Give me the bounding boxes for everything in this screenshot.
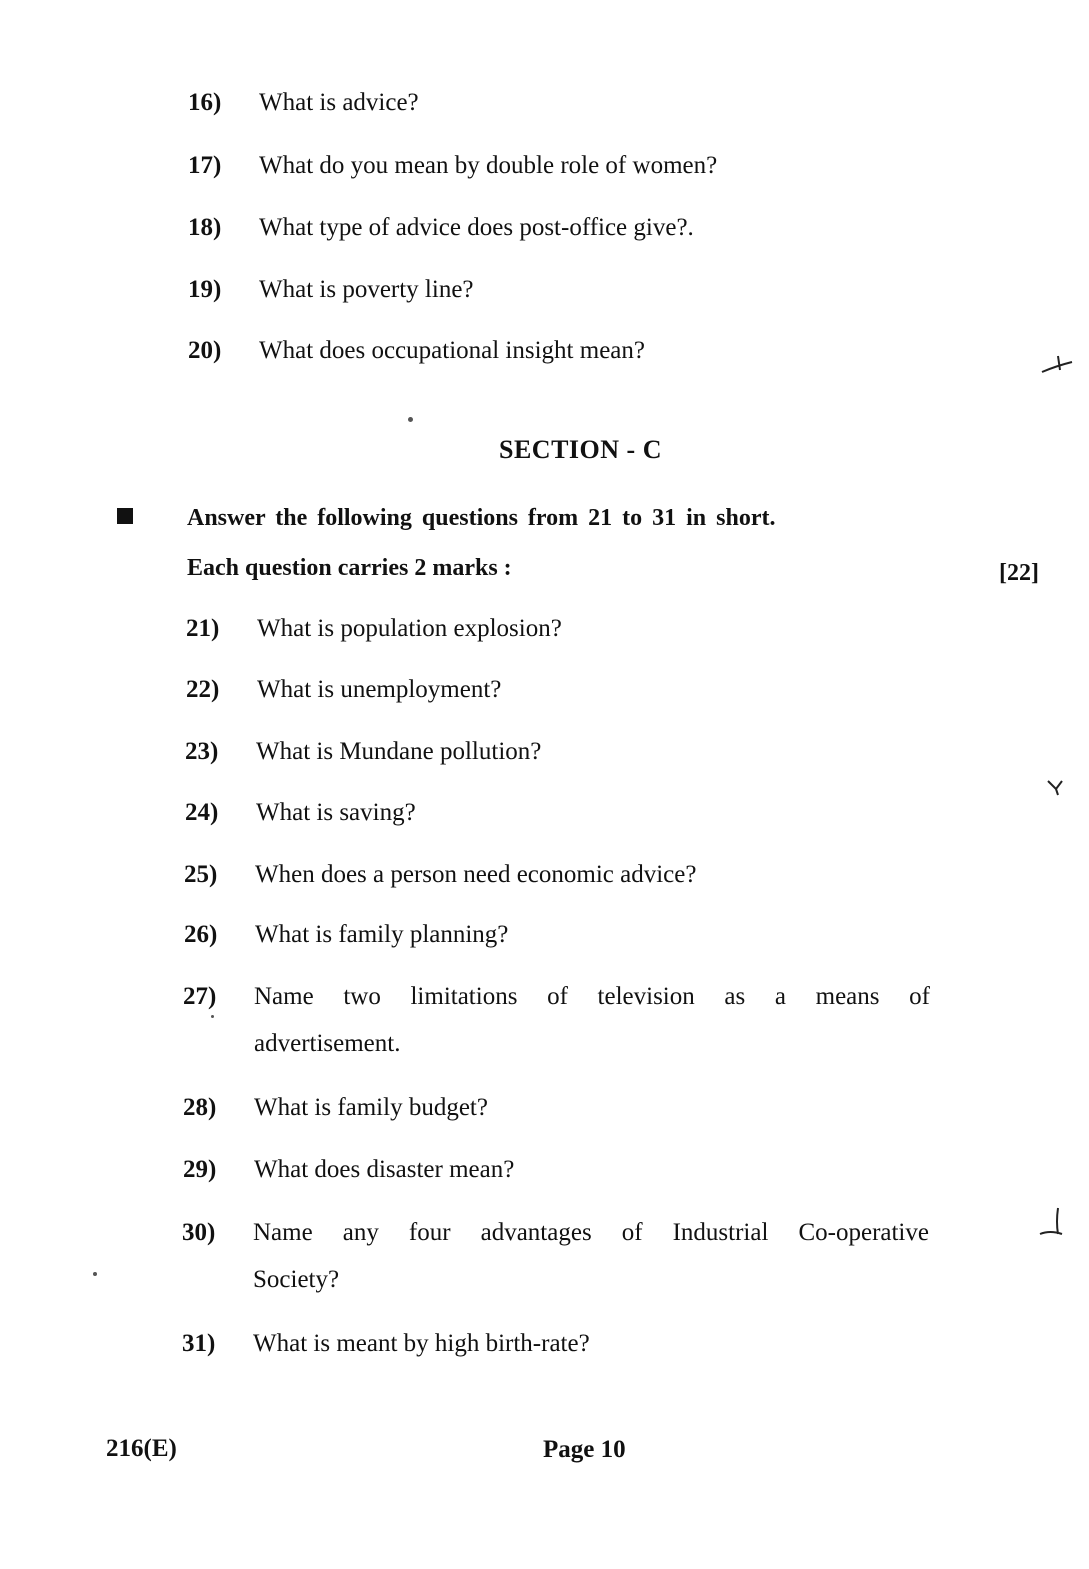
- question-text: When does a person need economic advice?: [255, 861, 697, 888]
- section-marks: [22]: [999, 560, 1039, 586]
- question-text: What is family budget?: [254, 1094, 488, 1121]
- question-text: What is saving?: [256, 799, 416, 826]
- question-number: 27): [183, 983, 217, 1010]
- word: Co-operative: [798, 1219, 929, 1246]
- question-text-line2: Society?: [253, 1266, 340, 1293]
- section-instruction-line2: Each question carries 2 marks :: [187, 555, 512, 581]
- question-number: 16): [188, 89, 222, 116]
- word: of: [547, 983, 568, 1010]
- word: Industrial: [672, 1219, 769, 1246]
- question-text: What is advice?: [259, 89, 419, 116]
- question-text-line1: [253, 1218, 929, 1248]
- question-number: 29): [183, 1156, 217, 1183]
- word: Name: [254, 983, 314, 1010]
- pen-mark-icon: [1034, 1204, 1068, 1248]
- word: as: [724, 983, 746, 1010]
- question-text-line2: advertisement.: [254, 1030, 401, 1057]
- word: two: [343, 983, 381, 1010]
- section-title: SECTION - C: [499, 435, 662, 464]
- question-number: 30): [182, 1219, 216, 1246]
- word: four: [408, 1219, 451, 1246]
- question-number: 24): [185, 799, 219, 826]
- word: limitations: [410, 983, 518, 1010]
- paper-code: 216(E): [106, 1435, 177, 1462]
- question-number: 26): [184, 921, 218, 948]
- question-text: What is poverty line?: [259, 276, 474, 303]
- word: means: [815, 983, 880, 1010]
- square-bullet-icon: [117, 508, 133, 524]
- question-number: 28): [183, 1094, 217, 1121]
- question-text: What is unemployment?: [257, 676, 502, 703]
- question-number: 22): [186, 676, 220, 703]
- question-number: 21): [186, 615, 220, 642]
- question-text: What do you mean by double role of women?: [259, 152, 718, 179]
- question-number: 19): [188, 276, 222, 303]
- scan-speck: [211, 1015, 214, 1018]
- question-text: What does occupational insight mean?: [259, 337, 645, 364]
- scan-speck: [93, 1272, 97, 1276]
- word: television: [597, 983, 695, 1010]
- word: Name: [253, 1219, 313, 1246]
- section-instruction-line1: Answer the following questions from 21 to 31 in short.: [187, 505, 776, 531]
- word: advantages: [480, 1219, 592, 1246]
- word: a: [774, 983, 786, 1010]
- question-text: What is population explosion?: [257, 615, 562, 642]
- question-text: What is Mundane pollution?: [256, 738, 542, 765]
- pen-mark-icon: [1038, 350, 1078, 380]
- scan-speck: [408, 417, 413, 422]
- question-number: 18): [188, 214, 222, 241]
- pen-mark-icon: [1044, 775, 1074, 799]
- question-text: What does disaster mean?: [254, 1156, 515, 1183]
- question-text: What type of advice does post-office give?.: [259, 214, 694, 241]
- question-number: 31): [182, 1330, 216, 1357]
- word: of: [909, 983, 930, 1010]
- question-number: 25): [184, 861, 218, 888]
- question-number: 20): [188, 337, 222, 364]
- question-text: What is meant by high birth-rate?: [253, 1330, 590, 1357]
- word: any: [342, 1219, 379, 1246]
- question-text: What is family planning?: [255, 921, 509, 948]
- page-number: Page 10: [543, 1436, 626, 1463]
- word: of: [621, 1219, 643, 1246]
- question-text-line1: [254, 982, 930, 1012]
- question-number: 17): [188, 152, 222, 179]
- question-number: 23): [185, 738, 219, 765]
